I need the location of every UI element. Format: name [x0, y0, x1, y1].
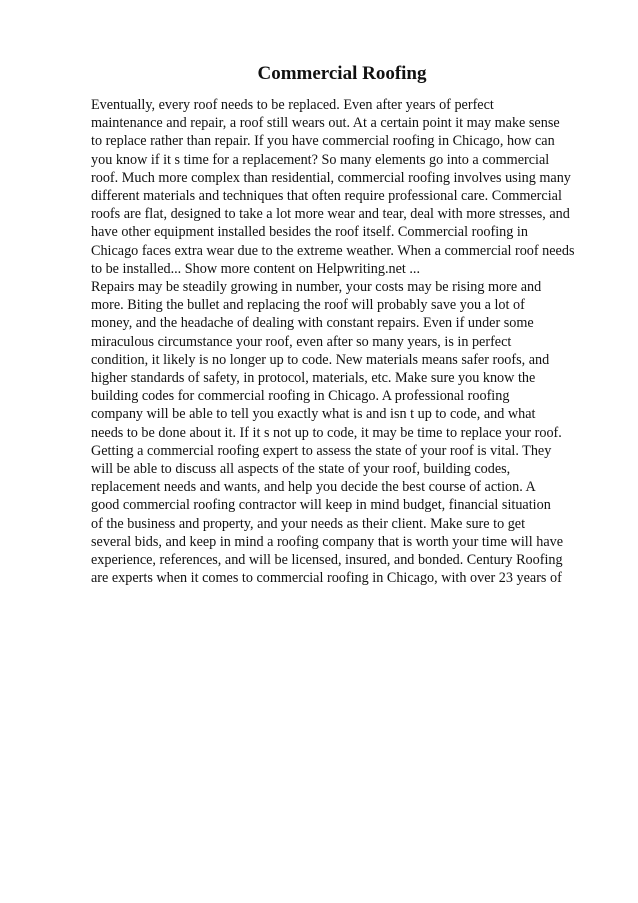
page-title: Commercial Roofing — [257, 63, 427, 84]
text-line: building codes for commercial roofing in Chicago. A professional roofing — [91, 388, 510, 405]
text-line: higher standards of safety, in protocol, materials, etc. Make sure you know the — [91, 370, 536, 387]
text-line: Repairs may be steadily growing in number, your costs may be rising more and — [91, 279, 542, 296]
text-line: will be able to discuss all aspects of the state of your roof, building codes, — [91, 461, 511, 478]
text-line: maintenance and repair, a roof still wears out. At a certain point it may make sense — [91, 115, 560, 132]
text-line: condition, it likely is no longer up to code. New materials means safer roofs, and — [91, 351, 550, 368]
text-line: Getting a commercial roofing expert to assess the state of your roof is vital. They — [91, 442, 552, 459]
text-line: miraculous circumstance your roof, even after so many years, is in perfect — [91, 333, 512, 350]
body-text — [91, 96, 611, 587]
text-line: several bids, and keep in mind a roofing company that is worth your time will have — [91, 533, 564, 550]
text-line: you know if it s time for a replacement? So many elements go into a commercial — [91, 151, 550, 168]
text-line: money, and the headache of dealing with constant repairs. Even if under some — [91, 315, 534, 332]
text-line: good commercial roofing contractor will keep in mind budget, financial situation — [91, 497, 551, 514]
text-line: needs to be done about it. If it s not up to code, it may be time to replace your roof. — [91, 424, 562, 441]
text-line: Eventually, every roof needs to be replaced. Even after years of perfect — [91, 97, 494, 113]
text-line: to replace rather than repair. If you have commercial roofing in Chicago, how can — [91, 133, 555, 150]
text-line: are experts when it comes to commercial roofing in Chicago, with over 23 years of — [91, 570, 562, 587]
text-line: more. Biting the bullet and replacing the roof will probably save you a lot of — [91, 297, 525, 314]
text-line: Chicago faces extra wear due to the extreme weather. When a commercial roof needs — [91, 242, 575, 259]
text-line: company will be able to tell you exactly what is and isn t up to code, and what — [91, 406, 536, 423]
text-line: have other equipment installed besides the roof itself. Commercial roofing in — [91, 224, 528, 241]
text-line: to be installed... Show more content on Helpwriting.net ... — [91, 260, 421, 277]
text-line: roof. Much more complex than residential, commercial roofing involves using many — [91, 169, 571, 186]
text-line: replacement needs and wants, and help you decide the best course of action. A — [91, 479, 536, 496]
text-line: roofs are flat, designed to take a lot more wear and tear, deal with more stresses, and — [91, 206, 570, 223]
text-line: different materials and techniques that often require professional care. Commercial — [91, 188, 562, 205]
text-line: of the business and property, and your needs as their client. Make sure to get — [91, 515, 526, 532]
text-line: experience, references, and will be licensed, insured, and bonded. Century Roofing — [91, 552, 563, 569]
